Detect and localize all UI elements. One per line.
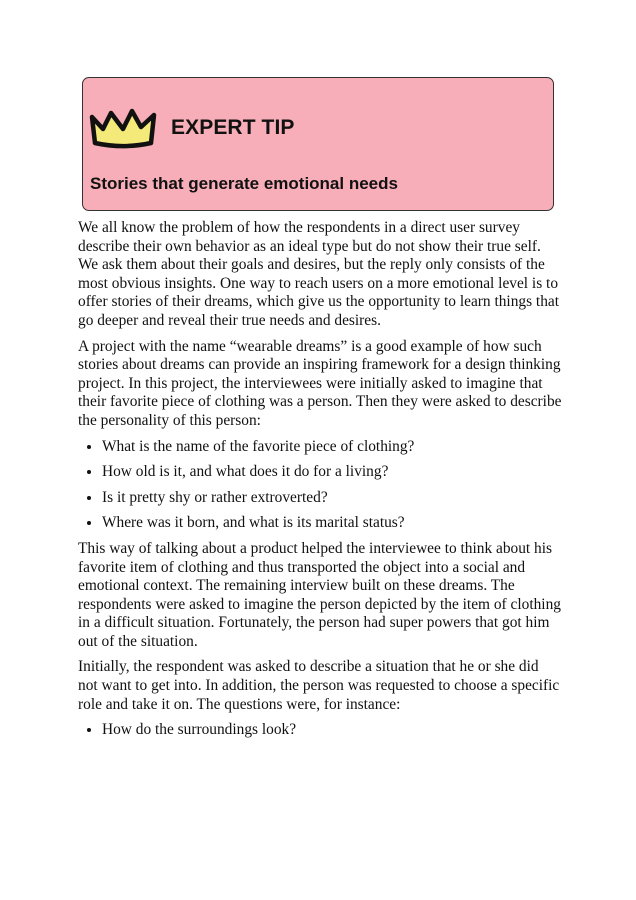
list-item: • How old is it, and what does it do for a living? (102, 463, 562, 482)
paragraph: We all know the problem of how the respondents in a direct user survey describe their own behavior as an ideal type but do not show their true self. We ask them about their goals and desires, but the reply only consists of the most obvious insights. One way to reach users on a more emotional level is to offer stories of their dreams, which give us the opportunity to learn things that go deeper and reveal their true needs and desires. (78, 219, 559, 329)
paragraph: A project with the name “wearable dreams” is a good example of how such stories about dreams can provide an inspiring framework for a design thinking project. In this project, the interviewees were initially asked to imagine that their favorite piece of clothing was a person. Then they were asked to describe the personality of this person: (78, 337, 562, 429)
list-item: • How do the surroundings look? (102, 721, 562, 740)
list-item: • Is it pretty shy or rather extroverted? (102, 489, 562, 508)
list-item: • What is the name of the favorite piece of clothing? (102, 438, 562, 457)
tip-title: Stories that generate emotional needs (90, 174, 398, 193)
paragraph: This way of talking about a product helped the interviewee to think about his favorite item of clothing and thus transported the object into a social and emotional context. The remaining interview built on these dreams. The respondents were asked to imagine the person depicted by the item of clothing in a difficult situation. Fortunately, the person had super powers that got him out of the situation. (78, 539, 561, 650)
paragraph: Initially, the respondent was asked to describe a situation that he or she did not want to get into. In addition, the person was requested to choose a specific role and take it on. The questions were, for instance: (78, 658, 560, 713)
expert-tip-box (82, 77, 554, 211)
crown-icon (88, 102, 158, 154)
list-item: • Where was it born, and what is its marital status? (102, 514, 562, 533)
bullet-list (78, 438, 562, 533)
bullet-list (78, 721, 562, 740)
article-body (78, 219, 562, 747)
tip-label: EXPERT TIP (171, 116, 295, 139)
